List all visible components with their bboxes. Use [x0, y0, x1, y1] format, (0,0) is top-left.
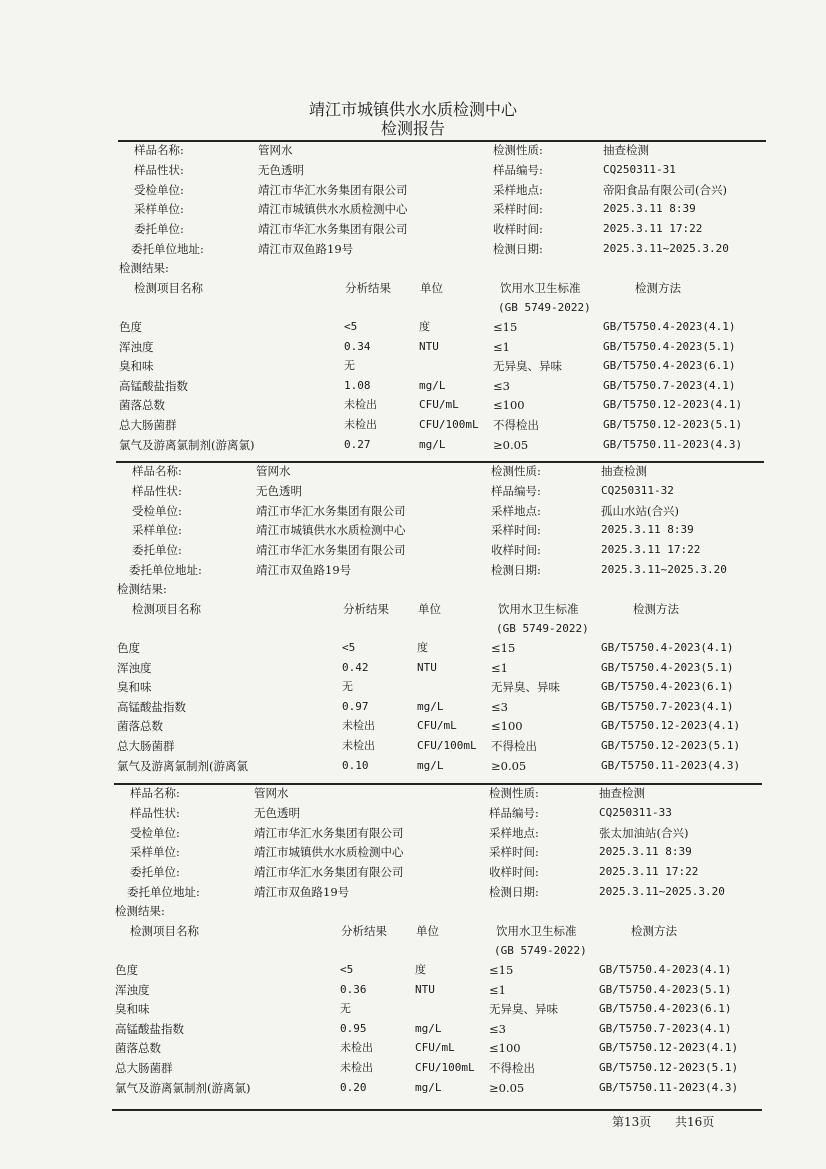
test-nature-label: 检测性质: [491, 464, 541, 478]
col-result-header: 分析结果 [343, 602, 389, 616]
test-unit: 度 [419, 320, 430, 333]
test-standard: ≥0.05 [493, 438, 529, 452]
test-unit: mg/L [415, 1022, 442, 1035]
test-method: GB/T5750.12-2023(5.1) [603, 418, 743, 431]
sample-no-value: CQ250311-33 [599, 806, 672, 819]
test-standard: ≤3 [493, 379, 510, 393]
test-item-name: 高锰酸盐指数 [115, 1022, 184, 1036]
col-std-header: 饮用水卫生标准 [496, 924, 577, 938]
test-item-name: 高锰酸盐指数 [117, 700, 186, 714]
sample-state-label: 样品性状: [132, 484, 182, 498]
sample-state-value: 无色透明 [254, 806, 300, 820]
test-result: 未检出 [344, 418, 377, 431]
test-method: GB/T5750.7-2023(4.1) [603, 379, 736, 392]
client-unit-label: 委托单位: [132, 543, 182, 557]
test-unit: NTU [415, 983, 435, 996]
sample-name-value: 管网水 [256, 464, 291, 478]
test-item-name: 浑浊度 [117, 661, 152, 675]
test-date-label: 检测日期: [493, 242, 543, 256]
test-result: 未检出 [344, 398, 377, 411]
client-address-value: 靖江市双鱼路19号 [254, 885, 350, 899]
test-method: GB/T5750.11-2023(4.3) [599, 1081, 739, 1094]
test-result: 0.95 [340, 1022, 367, 1035]
test-method: GB/T5750.12-2023(4.1) [603, 398, 743, 411]
sampling-site-value: 孤山水站(合兴) [601, 504, 679, 518]
col-item-header: 检测项目名称 [132, 602, 201, 616]
test-item-name: 氯气及游离氯制剂(游离氯) [115, 1081, 251, 1095]
col-unit-header: 单位 [420, 281, 443, 295]
client-unit-value: 靖江市华汇水务集团有限公司 [256, 543, 406, 557]
col-unit-header: 单位 [416, 924, 439, 938]
test-result: 无 [344, 359, 355, 372]
test-method: GB/T5750.7-2023(4.1) [599, 1022, 732, 1035]
test-nature-label: 检测性质: [489, 786, 539, 800]
sampling-unit-value: 靖江市城镇供水水质检测中心 [256, 523, 406, 537]
sampling-unit-value: 靖江市城镇供水水质检测中心 [254, 845, 404, 859]
test-date-value: 2025.3.11~2025.3.20 [603, 242, 729, 255]
test-nature-label: 检测性质: [493, 143, 543, 157]
test-item-name: 色度 [115, 963, 138, 977]
sampling-unit-value: 靖江市城镇供水水质检测中心 [258, 202, 408, 216]
test-standard: ≤15 [491, 641, 516, 655]
inspected-unit-value: 靖江市华汇水务集团有限公司 [256, 504, 406, 518]
test-method: GB/T5750.12-2023(4.1) [599, 1041, 739, 1054]
test-unit: CFU/mL [417, 719, 457, 732]
receive-time-value: 2025.3.11 17:22 [603, 222, 703, 235]
sampling-unit-label: 采样单位: [132, 523, 182, 537]
client-unit-label: 委托单位: [130, 865, 180, 879]
sample-state-label: 样品性状: [130, 806, 180, 820]
test-item-name: 浑浊度 [115, 983, 150, 997]
col-std-standard-header: (GB 5749-2022) [496, 622, 589, 635]
inspected-unit-label: 受检单位: [134, 183, 184, 197]
receive-time-label: 收样时间: [493, 222, 543, 236]
test-result: 未检出 [342, 739, 375, 752]
sample-no-value: CQ250311-31 [603, 163, 676, 176]
results-label: 检测结果: [119, 261, 169, 275]
col-method-header: 检测方法 [635, 281, 681, 295]
test-nature-value: 抽查检测 [599, 786, 645, 800]
test-item-name: 总大肠菌群 [115, 1061, 173, 1075]
test-standard: ≤15 [493, 320, 518, 334]
sampling-time-label: 采样时间: [489, 845, 539, 859]
test-item-name: 浑浊度 [119, 340, 154, 354]
col-result-header: 分析结果 [341, 924, 387, 938]
test-result: 0.97 [342, 700, 369, 713]
test-result: 未检出 [340, 1061, 373, 1074]
test-method: GB/T5750.4-2023(5.1) [599, 983, 732, 996]
test-method: GB/T5750.7-2023(4.1) [601, 700, 734, 713]
sample-state-value: 无色透明 [258, 163, 304, 177]
test-method: GB/T5750.4-2023(6.1) [599, 1002, 732, 1015]
sampling-site-label: 采样地点: [491, 504, 541, 518]
test-standard: ≤1 [493, 340, 510, 354]
receive-time-value: 2025.3.11 17:22 [601, 543, 701, 556]
test-method: GB/T5750.11-2023(4.3) [603, 438, 743, 451]
test-item-name: 氯气及游离氯制剂(游离氯) [119, 438, 255, 452]
col-std-standard-header: (GB 5749-2022) [498, 301, 591, 314]
test-result: 0.34 [344, 340, 371, 353]
test-unit: CFU/100mL [415, 1061, 475, 1074]
test-item-name: 氯气及游离氯制剂(游离氯 [117, 759, 248, 773]
test-item-name: 总大肠菌群 [117, 739, 175, 753]
test-standard: 不得检出 [491, 739, 537, 753]
test-standard: ≤1 [491, 661, 508, 675]
sampling-time-label: 采样时间: [491, 523, 541, 537]
client-address-label: 委托单位地址: [129, 563, 202, 577]
test-standard: 不得检出 [489, 1061, 535, 1075]
test-standard: ≤1 [489, 983, 506, 997]
col-item-header: 检测项目名称 [130, 924, 199, 938]
sample-name-value: 管网水 [254, 786, 289, 800]
page-number: 第13页 [612, 1115, 652, 1129]
inspected-unit-value: 靖江市华汇水务集团有限公司 [254, 826, 404, 840]
test-unit: mg/L [419, 379, 446, 392]
test-date-label: 检测日期: [489, 885, 539, 899]
results-label: 检测结果: [117, 582, 167, 596]
sampling-time-value: 2025.3.11 8:39 [601, 523, 694, 536]
test-standard: ≤100 [489, 1041, 521, 1055]
test-result: <5 [340, 963, 354, 976]
test-standard: 无异臭、异味 [489, 1002, 558, 1016]
col-method-header: 检测方法 [631, 924, 677, 938]
test-unit: mg/L [417, 759, 444, 772]
test-standard: ≤100 [491, 719, 523, 733]
receive-time-value: 2025.3.11 17:22 [599, 865, 699, 878]
test-item-name: 色度 [117, 641, 140, 655]
test-item-name: 臭和味 [115, 1002, 150, 1016]
test-item-name: 菌落总数 [115, 1041, 161, 1055]
test-item-name: 高锰酸盐指数 [119, 379, 188, 393]
sample-state-label: 样品性状: [134, 163, 184, 177]
test-unit: CFU/100mL [417, 739, 477, 752]
test-date-value: 2025.3.11~2025.3.20 [599, 885, 725, 898]
test-result: 0.27 [344, 438, 371, 451]
sample-state-value: 无色透明 [256, 484, 302, 498]
receive-time-label: 收样时间: [489, 865, 539, 879]
sample-name-label: 样品名称: [132, 464, 182, 478]
sampling-unit-label: 采样单位: [134, 202, 184, 216]
test-standard: ≤100 [493, 398, 525, 412]
client-address-value: 靖江市双鱼路19号 [258, 242, 354, 256]
section-rule [114, 783, 762, 785]
test-nature-value: 抽查检测 [603, 143, 649, 157]
sampling-site-value: 帝阳食品有限公司(合兴) [603, 183, 727, 197]
test-result: 0.10 [342, 759, 369, 772]
test-method: GB/T5750.4-2023(4.1) [599, 963, 732, 976]
test-item-name: 总大肠菌群 [119, 418, 177, 432]
sample-no-label: 样品编号: [489, 806, 539, 820]
client-unit-value: 靖江市华汇水务集团有限公司 [254, 865, 404, 879]
col-unit-header: 单位 [418, 602, 441, 616]
sample-name-label: 样品名称: [130, 786, 180, 800]
col-method-header: 检测方法 [633, 602, 679, 616]
col-std-standard-header: (GB 5749-2022) [494, 944, 587, 957]
sample-no-value: CQ250311-32 [601, 484, 674, 497]
test-method: GB/T5750.11-2023(4.3) [601, 759, 741, 772]
client-unit-value: 靖江市华汇水务集团有限公司 [258, 222, 408, 236]
inspected-unit-label: 受检单位: [132, 504, 182, 518]
client-address-value: 靖江市双鱼路19号 [256, 563, 352, 577]
test-item-name: 色度 [119, 320, 142, 334]
test-standard: ≥0.05 [489, 1081, 525, 1095]
test-result: 0.36 [340, 983, 367, 996]
test-method: GB/T5750.12-2023(5.1) [599, 1061, 739, 1074]
test-result: 无 [340, 1002, 351, 1015]
sampling-time-value: 2025.3.11 8:39 [599, 845, 692, 858]
sampling-time-label: 采样时间: [493, 202, 543, 216]
sample-name-label: 样品名称: [134, 143, 184, 157]
test-result: <5 [344, 320, 358, 333]
sampling-site-value: 张太加油站(合兴) [599, 826, 689, 840]
test-method: GB/T5750.4-2023(5.1) [603, 340, 736, 353]
test-standard: ≤3 [489, 1022, 506, 1036]
test-result: <5 [342, 641, 356, 654]
test-item-name: 菌落总数 [119, 398, 165, 412]
test-method: GB/T5750.4-2023(6.1) [603, 359, 736, 372]
org-title: 靖江市城镇供水水质检测中心 [308, 100, 517, 119]
test-unit: CFU/mL [419, 398, 459, 411]
test-unit: mg/L [419, 438, 446, 451]
test-unit: CFU/mL [415, 1041, 455, 1054]
inspected-unit-label: 受检单位: [130, 826, 180, 840]
test-method: GB/T5750.4-2023(4.1) [601, 641, 734, 654]
test-standard: 无异臭、异味 [493, 359, 562, 373]
inspected-unit-value: 靖江市华汇水务集团有限公司 [258, 183, 408, 197]
sample-no-label: 样品编号: [491, 484, 541, 498]
test-nature-value: 抽查检测 [601, 464, 647, 478]
test-result: 0.42 [342, 661, 369, 674]
col-item-header: 检测项目名称 [134, 281, 203, 295]
test-item-name: 菌落总数 [117, 719, 163, 733]
sampling-unit-label: 采样单位: [130, 845, 180, 859]
test-unit: mg/L [417, 700, 444, 713]
col-std-header: 饮用水卫生标准 [498, 602, 579, 616]
test-standard: 不得检出 [493, 418, 539, 432]
test-standard: ≤15 [489, 963, 514, 977]
section-rule [116, 461, 764, 463]
test-standard: 无异臭、异味 [491, 680, 560, 694]
test-result: 无 [342, 680, 353, 693]
section-rule [118, 140, 766, 142]
test-standard: ≥0.05 [491, 759, 527, 773]
sampling-site-label: 采样地点: [493, 183, 543, 197]
test-unit: NTU [419, 340, 439, 353]
test-method: GB/T5750.12-2023(5.1) [601, 739, 741, 752]
client-unit-label: 委托单位: [134, 222, 184, 236]
test-result: 未检出 [342, 719, 375, 732]
client-address-label: 委托单位地址: [127, 885, 200, 899]
test-unit: mg/L [415, 1081, 442, 1094]
test-date-value: 2025.3.11~2025.3.20 [601, 563, 727, 576]
sample-name-value: 管网水 [258, 143, 293, 157]
test-method: GB/T5750.12-2023(4.1) [601, 719, 741, 732]
test-method: GB/T5750.4-2023(5.1) [601, 661, 734, 674]
receive-time-label: 收样时间: [491, 543, 541, 557]
test-item-name: 臭和味 [117, 680, 152, 694]
sample-no-label: 样品编号: [493, 163, 543, 177]
test-date-label: 检测日期: [491, 563, 541, 577]
page-total: 共16页 [675, 1115, 715, 1129]
test-result: 0.20 [340, 1081, 367, 1094]
test-method: GB/T5750.4-2023(4.1) [603, 320, 736, 333]
col-std-header: 饮用水卫生标准 [500, 281, 581, 295]
results-label: 检测结果: [115, 904, 165, 918]
test-unit: CFU/100mL [419, 418, 479, 431]
test-method: GB/T5750.4-2023(6.1) [601, 680, 734, 693]
test-item-name: 臭和味 [119, 359, 154, 373]
test-standard: ≤3 [491, 700, 508, 714]
col-result-header: 分析结果 [345, 281, 391, 295]
test-unit: NTU [417, 661, 437, 674]
sampling-site-label: 采样地点: [489, 826, 539, 840]
client-address-label: 委托单位地址: [131, 242, 204, 256]
footer-rule [112, 1109, 762, 1111]
test-result: 未检出 [340, 1041, 373, 1054]
report-title: 检测报告 [380, 119, 445, 138]
test-unit: 度 [417, 641, 428, 654]
test-result: 1.08 [344, 379, 371, 392]
test-unit: 度 [415, 963, 426, 976]
sampling-time-value: 2025.3.11 8:39 [603, 202, 696, 215]
